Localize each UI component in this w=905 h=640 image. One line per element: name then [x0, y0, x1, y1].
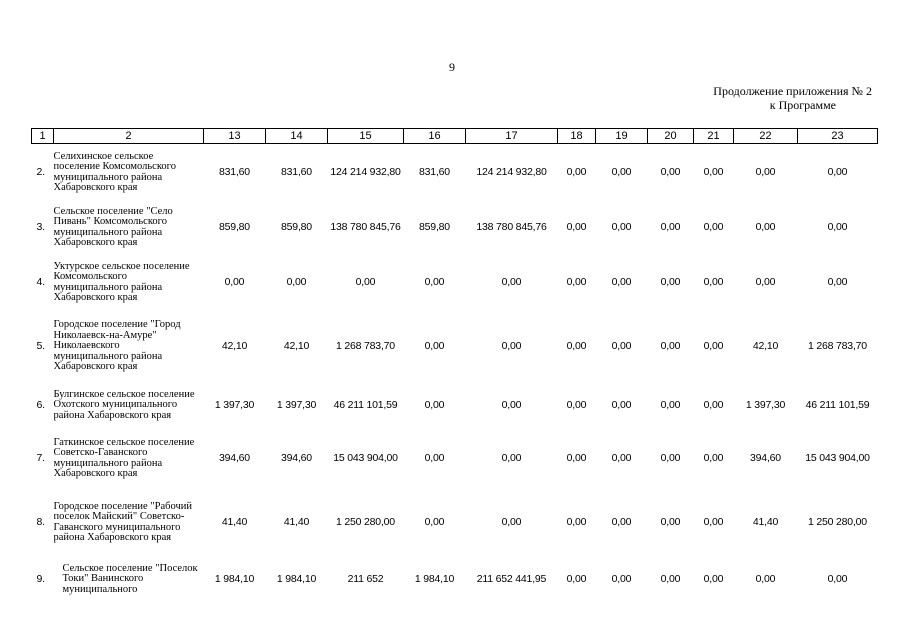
value-cell: 0,00 — [827, 221, 848, 233]
settlement-name-cell — [54, 488, 204, 558]
value-cell: 0,00 — [566, 221, 587, 233]
value-cell: 41,40 — [752, 516, 779, 528]
row-number: 3. — [36, 221, 45, 233]
value-cell: 0,00 — [703, 340, 724, 352]
value-cell: 0,00 — [703, 452, 724, 464]
table-row — [32, 144, 878, 202]
value-cell: 0,00 — [703, 516, 724, 528]
column-header: 15 — [328, 129, 404, 144]
settlement-name-cell — [54, 202, 204, 254]
value-cell: 394,60 — [219, 452, 250, 464]
value-cell: 1 984,10 — [276, 573, 317, 585]
value-cell: 124 214 932,80 — [330, 166, 401, 179]
value-cell: 0,00 — [703, 573, 724, 585]
column-header: 21 — [694, 129, 734, 144]
value-cell: 1 250 280,00 — [808, 516, 867, 528]
settlement-name-cell — [54, 430, 204, 488]
row-number: 6. — [36, 399, 45, 411]
value-cell: 0,00 — [755, 166, 776, 179]
settlement-name-cell — [54, 144, 204, 202]
column-header: 17 — [466, 129, 558, 144]
value-cell: 0,00 — [660, 516, 681, 528]
column-header: 13 — [204, 129, 266, 144]
value-cell: 0,00 — [611, 452, 632, 464]
appendix-line-2: к Программе — [769, 98, 836, 112]
row-number: 2. — [36, 166, 45, 179]
value-cell: 42,10 — [283, 340, 310, 352]
value-cell: 211 652 — [347, 573, 384, 585]
value-cell: 211 652 441,95 — [476, 573, 547, 585]
value-cell: 394,60 — [750, 452, 781, 464]
value-cell: 859,80 — [281, 221, 312, 233]
value-cell: 15 043 904,00 — [333, 452, 398, 464]
column-header: 18 — [558, 129, 596, 144]
value-cell: 0,00 — [755, 276, 776, 288]
appendix-caption — [620, 84, 872, 112]
value-cell: 831,60 — [281, 166, 312, 179]
value-cell: 859,80 — [419, 221, 450, 233]
column-header: 23 — [798, 129, 878, 144]
value-cell: 41,40 — [283, 516, 310, 528]
table-row — [32, 558, 878, 602]
value-cell: 0,00 — [611, 340, 632, 352]
table-row — [32, 254, 878, 312]
column-header: 1 — [32, 129, 54, 144]
value-cell: 831,60 — [219, 166, 250, 179]
row-number: 7. — [36, 452, 45, 464]
value-cell: 0,00 — [566, 573, 587, 585]
value-cell: 0,00 — [703, 399, 724, 411]
value-cell: 138 780 845,76 — [476, 221, 547, 233]
value-cell: 0,00 — [827, 573, 848, 585]
value-cell: 0,00 — [755, 221, 776, 233]
value-cell: 0,00 — [566, 340, 587, 352]
value-cell: 41,40 — [221, 516, 248, 528]
value-cell: 42,10 — [752, 340, 779, 352]
value-cell: 0,00 — [501, 399, 522, 411]
row-number: 4. — [36, 276, 45, 288]
value-cell: 0,00 — [611, 573, 632, 585]
settlement-name: Городское поселение "Рабочий поселок Майский" Советско-Гаванского муниципального района Хабаровского края — [53, 500, 192, 543]
value-cell: 0,00 — [827, 166, 848, 179]
value-cell: 0,00 — [424, 452, 445, 464]
value-cell: 0,00 — [703, 221, 724, 233]
value-cell: 0,00 — [611, 399, 632, 411]
value-cell: 0,00 — [566, 276, 587, 288]
value-cell: 42,10 — [221, 340, 248, 352]
settlement-name: Сельское поселение "Поселок Токи" Ванинского муниципального — [62, 562, 198, 595]
header-row — [32, 129, 878, 144]
value-cell: 0,00 — [611, 276, 632, 288]
table-row — [32, 312, 878, 382]
value-cell: 0,00 — [501, 452, 522, 464]
value-cell: 0,00 — [566, 399, 587, 411]
row-number: 5. — [36, 340, 45, 352]
row-number: 8. — [36, 516, 45, 528]
value-cell: 0,00 — [566, 516, 587, 528]
value-cell: 0,00 — [501, 276, 522, 288]
value-cell: 0,00 — [660, 340, 681, 352]
value-cell: 0,00 — [611, 516, 632, 528]
column-header: 22 — [734, 129, 798, 144]
settlement-name-cell — [54, 382, 204, 430]
settlement-name: Сельское поселение "Село Пивань" Комсомольского муниципального района Хабаровского края — [53, 205, 173, 248]
value-cell: 0,00 — [703, 276, 724, 288]
settlement-name-cell — [54, 312, 204, 382]
value-cell: 0,00 — [611, 166, 632, 179]
value-cell: 0,00 — [501, 516, 522, 528]
value-cell: 1 397,30 — [214, 399, 255, 411]
value-cell: 138 780 845,76 — [330, 221, 401, 233]
value-cell: 0,00 — [755, 573, 776, 585]
appendix-line-1: Продолжение приложения № 2 — [713, 84, 872, 98]
value-cell: 0,00 — [660, 276, 681, 288]
value-cell: 0,00 — [660, 221, 681, 233]
value-cell: 0,00 — [355, 276, 376, 288]
settlement-name: Гаткинское сельское поселение Советско-Гаванского муниципального района Хабаровского края — [53, 436, 195, 479]
settlement-name-cell — [54, 254, 204, 312]
settlement-name-cell — [54, 558, 204, 602]
value-cell: 0,00 — [224, 276, 245, 288]
value-cell: 1 268 783,70 — [808, 340, 867, 352]
value-cell: 0,00 — [424, 399, 445, 411]
appendix-table — [31, 128, 878, 602]
value-cell: 1 250 280,00 — [336, 516, 395, 528]
value-cell: 0,00 — [501, 340, 522, 352]
column-header: 16 — [404, 129, 466, 144]
value-cell: 0,00 — [660, 166, 681, 179]
table-row — [32, 202, 878, 254]
column-header: 20 — [648, 129, 694, 144]
value-cell: 0,00 — [566, 452, 587, 464]
column-header: 2 — [54, 129, 204, 144]
value-cell: 1 397,30 — [276, 399, 317, 411]
column-header: 19 — [596, 129, 648, 144]
value-cell: 394,60 — [281, 452, 312, 464]
value-cell: 0,00 — [703, 166, 724, 179]
value-cell: 831,60 — [419, 166, 450, 179]
table-row — [32, 382, 878, 430]
value-cell: 15 043 904,00 — [805, 452, 870, 464]
settlement-name: Городское поселение "Город Николаевск-на-Амуре" Николаевского муниципального района Хабаровского края — [53, 319, 181, 373]
value-cell: 0,00 — [827, 276, 848, 288]
value-cell: 1 984,10 — [214, 573, 255, 585]
column-header: 14 — [266, 129, 328, 144]
table-row — [32, 430, 878, 488]
value-cell: 0,00 — [286, 276, 307, 288]
value-cell: 0,00 — [566, 166, 587, 179]
value-cell: 46 211 101,59 — [805, 399, 870, 411]
value-cell: 0,00 — [660, 452, 681, 464]
value-cell: 0,00 — [424, 340, 445, 352]
value-cell: 0,00 — [424, 516, 445, 528]
page-number: 9 — [449, 60, 455, 74]
settlement-name: Булгинское сельское поселение Охотского муниципального района Хабаровского края — [53, 388, 195, 421]
value-cell: 1 397,30 — [745, 399, 786, 411]
value-cell: 0,00 — [611, 221, 632, 233]
value-cell: 0,00 — [660, 573, 681, 585]
settlement-name: Уктурское сельское поселение Комсомольского муниципального района Хабаровского края — [53, 260, 190, 303]
table-row — [32, 488, 878, 558]
value-cell: 46 211 101,59 — [333, 399, 398, 411]
settlement-name: Селихинское сельское поселение Комсомольского муниципального района Хабаровского края — [53, 150, 176, 194]
row-number: 9. — [36, 573, 45, 585]
value-cell: 1 268 783,70 — [336, 340, 395, 352]
value-cell: 124 214 932,80 — [476, 166, 547, 179]
value-cell: 859,80 — [219, 221, 250, 233]
value-cell: 0,00 — [424, 276, 445, 288]
value-cell: 1 984,10 — [414, 573, 455, 585]
value-cell: 0,00 — [660, 399, 681, 411]
